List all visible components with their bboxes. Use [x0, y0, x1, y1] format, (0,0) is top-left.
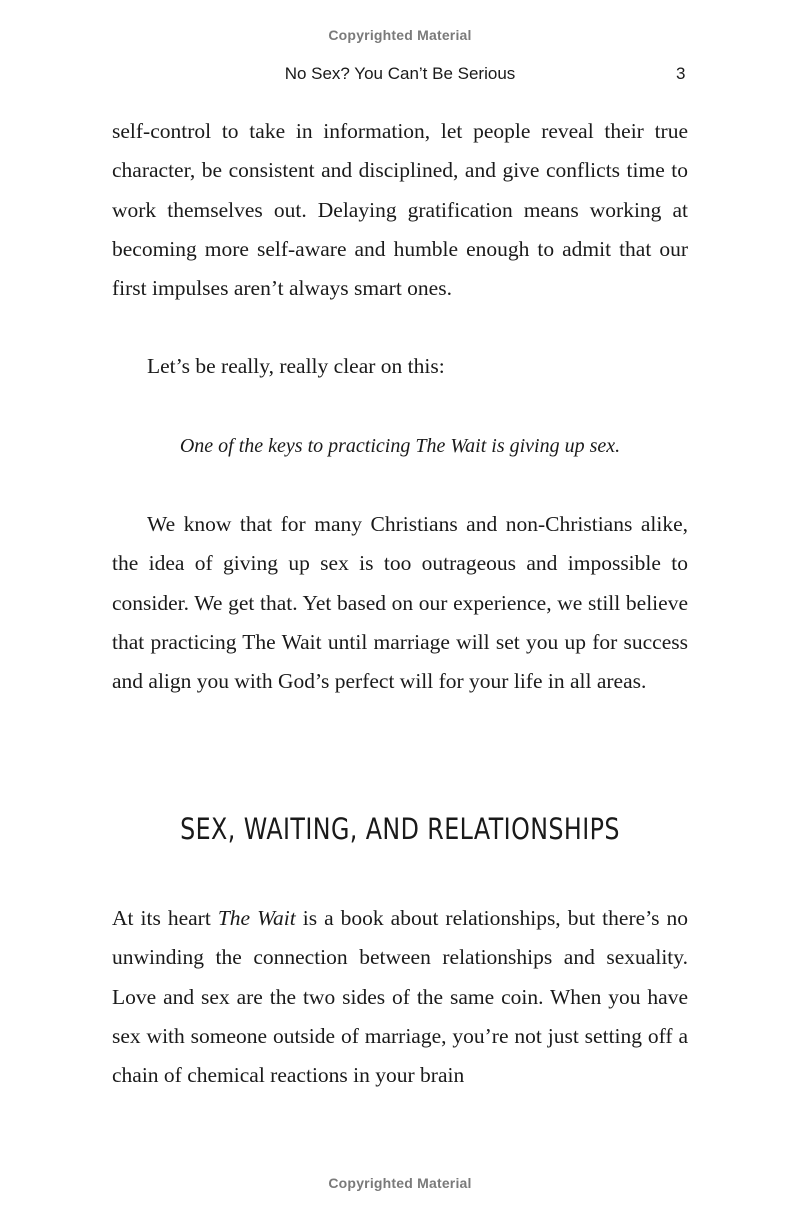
paragraph-4-rest: is a book about relationships, but there’s no unwinding the connection between relationships and sexuality. Love and sex are the two sides of the same coin. When you have sex with someone outside of marriage, you’re not just setting off a chain of chemical reactions in your brain: [112, 906, 688, 1088]
paragraph-3: We know that for many Christians and non-Christians alike, the idea of giving up sex is too outrageous and impossible to consider. We get that. Yet based on our experience, we still believe that practicing The Wait until marriage will set you up for success and align you with God’s perfect will for your life in all areas.: [112, 512, 688, 694]
watermark-top: Copyrighted Material: [328, 27, 472, 43]
pull-quote: One of the keys to practicing The Wait is giving up sex.: [179, 435, 621, 457]
book-title: The Wait: [217, 906, 296, 930]
watermark-bottom: Copyrighted Material: [328, 1175, 472, 1191]
paragraph-1: self-control to take in information, let people reveal their true character, be consistent and disciplined, and give conflicts time to work themselves out. Delaying gratification means working at becoming more self-aware and humble enough to admit that our first impulses aren’t always smart ones.: [112, 119, 688, 301]
page-number: 3: [676, 64, 686, 83]
running-head: No Sex? You Can’t Be Serious: [284, 64, 516, 83]
section-heading: SEX, WAITING, AND RELATIONSHIPS: [180, 812, 620, 846]
paragraph-4: [112, 899, 688, 1095]
paragraph-2: Let’s be really, really clear on this:: [147, 354, 445, 378]
paragraph-4-lead: At its heart: [112, 906, 218, 930]
